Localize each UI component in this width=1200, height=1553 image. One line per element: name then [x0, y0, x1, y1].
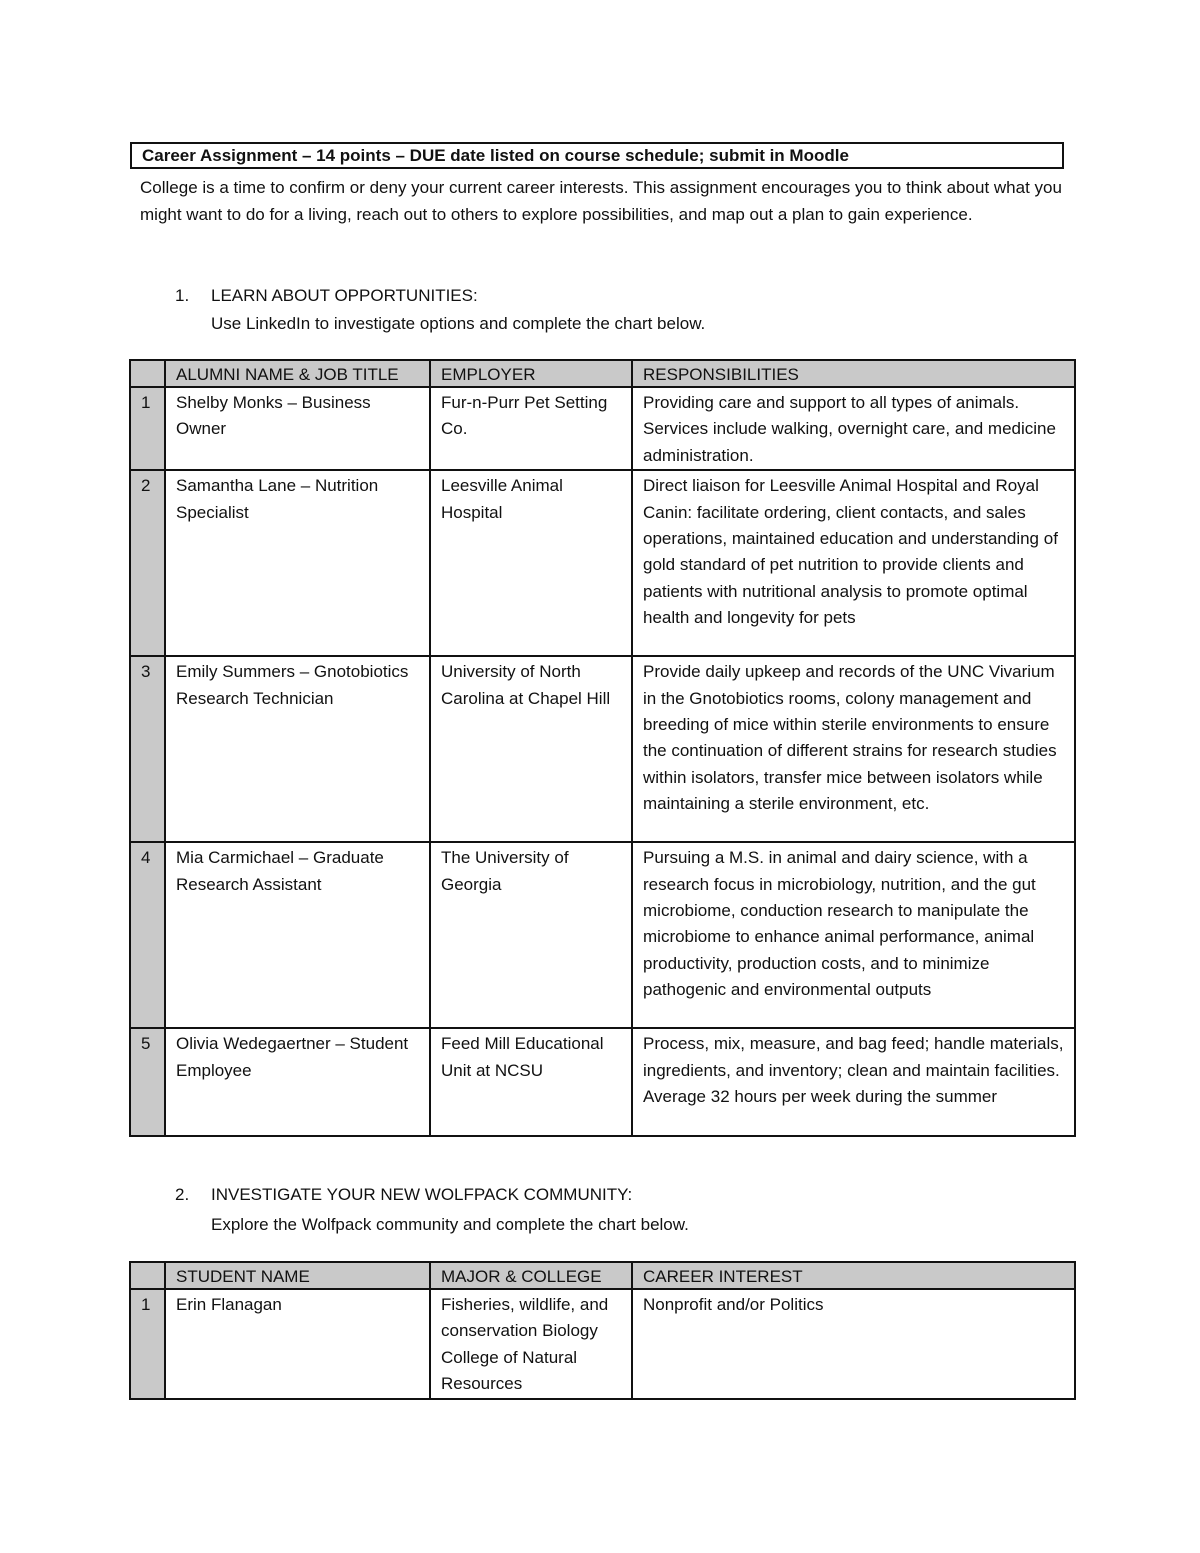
section1-title: LEARN ABOUT OPPORTUNITIES:: [211, 286, 478, 305]
alumni-name: Emily Summers – Gnotobiotics Research Technician: [165, 656, 430, 842]
career-interest: Nonprofit and/or Politics: [632, 1289, 1075, 1399]
row-number: 1: [130, 387, 165, 470]
row-number: 4: [130, 842, 165, 1028]
alumni-name: Mia Carmichael – Graduate Research Assistant: [165, 842, 430, 1028]
table-row: [130, 842, 1075, 1028]
employer: Fur-n-Purr Pet Setting Co.: [430, 387, 632, 470]
header-career-interest: CAREER INTEREST: [632, 1262, 1075, 1289]
employer: Feed Mill Educational Unit at NCSU: [430, 1028, 632, 1136]
table-header-row: [130, 360, 1075, 387]
section2-subtext: Explore the Wolfpack community and complete the chart below.: [211, 1215, 689, 1234]
table-row: [130, 1289, 1075, 1399]
alumni-name: Samantha Lane – Nutrition Specialist: [165, 470, 430, 656]
header-major-college: MAJOR & COLLEGE: [430, 1262, 632, 1289]
header-alumni-name: ALUMNI NAME & JOB TITLE: [165, 360, 430, 387]
table-row: [130, 656, 1075, 842]
table-row: [130, 387, 1075, 470]
responsibilities: Provide daily upkeep and records of the UNC Vivarium in the Gnotobiotics rooms, colony management and breeding of mice within sterile environments to ensure the continuation of different strains for research studies within isolators, transfer mice between isolators while maintaining a sterile environment, etc.: [632, 656, 1075, 842]
section1-subtext: Use LinkedIn to investigate options and complete the chart below.: [211, 314, 706, 333]
section2-title: INVESTIGATE YOUR NEW WOLFPACK COMMUNITY:: [211, 1185, 633, 1204]
header-responsibilities: RESPONSIBILITIES: [632, 360, 1075, 387]
section1-heading: [175, 283, 478, 309]
alumni-name: Shelby Monks – Business Owner: [165, 387, 430, 470]
student-name: Erin Flanagan: [165, 1289, 430, 1399]
responsibilities: Direct liaison for Leesville Animal Hospital and Royal Canin: facilitate ordering, client contacts, and sales operations, maintained education and understanding of gold standard of pet nutrition to provide clients and patients with nutritional analysis to promote optimal health and longevity for pets: [632, 470, 1075, 656]
section2-heading: [175, 1182, 632, 1208]
assignment-title: Career Assignment – 14 points – DUE date listed on course schedule; submit in Moodle: [130, 142, 1064, 169]
table-header-row: [130, 1262, 1075, 1289]
row-number: 3: [130, 656, 165, 842]
header-num: [130, 1262, 165, 1289]
alumni-name: Olivia Wedegaertner – Student Employee: [165, 1028, 430, 1136]
header-student-name: STUDENT NAME: [165, 1262, 430, 1289]
table-row: [130, 470, 1075, 656]
row-number: 5: [130, 1028, 165, 1136]
employer: Leesville Animal Hospital: [430, 470, 632, 656]
alumni-table: [129, 359, 1076, 1137]
header-num: [130, 360, 165, 387]
table-row: [130, 1028, 1075, 1136]
row-number: 2: [130, 470, 165, 656]
intro-paragraph: College is a time to confirm or deny your current career interests. This assignment encourages you to think about what you might want to do for a living, reach out to others to explore possibilities, and map out a plan to gain experience.: [140, 178, 1062, 224]
section1-number: 1.: [175, 286, 190, 305]
employer: University of North Carolina at Chapel Hill: [430, 656, 632, 842]
header-employer: EMPLOYER: [430, 360, 632, 387]
major-college: Fisheries, wildlife, and conservation Biology College of Natural Resources: [430, 1289, 632, 1399]
responsibilities: Providing care and support to all types of animals. Services include walking, overnight care, and medicine administration.: [632, 387, 1075, 470]
row-number: 1: [130, 1289, 165, 1399]
wolfpack-table: [129, 1261, 1076, 1400]
responsibilities: Process, mix, measure, and bag feed; handle materials, ingredients, and inventory; clean and maintain facilities. Average 32 hours per week during the summer: [632, 1028, 1075, 1136]
section2-number: 2.: [175, 1185, 190, 1204]
employer: The University of Georgia: [430, 842, 632, 1028]
responsibilities: Pursuing a M.S. in animal and dairy science, with a research focus in microbiology, nutrition, and the gut microbiome, conduction research to manipulate the microbiome to enhance animal performance, animal productivity, production costs, and to minimize pathogenic and environmental outputs: [632, 842, 1075, 1028]
